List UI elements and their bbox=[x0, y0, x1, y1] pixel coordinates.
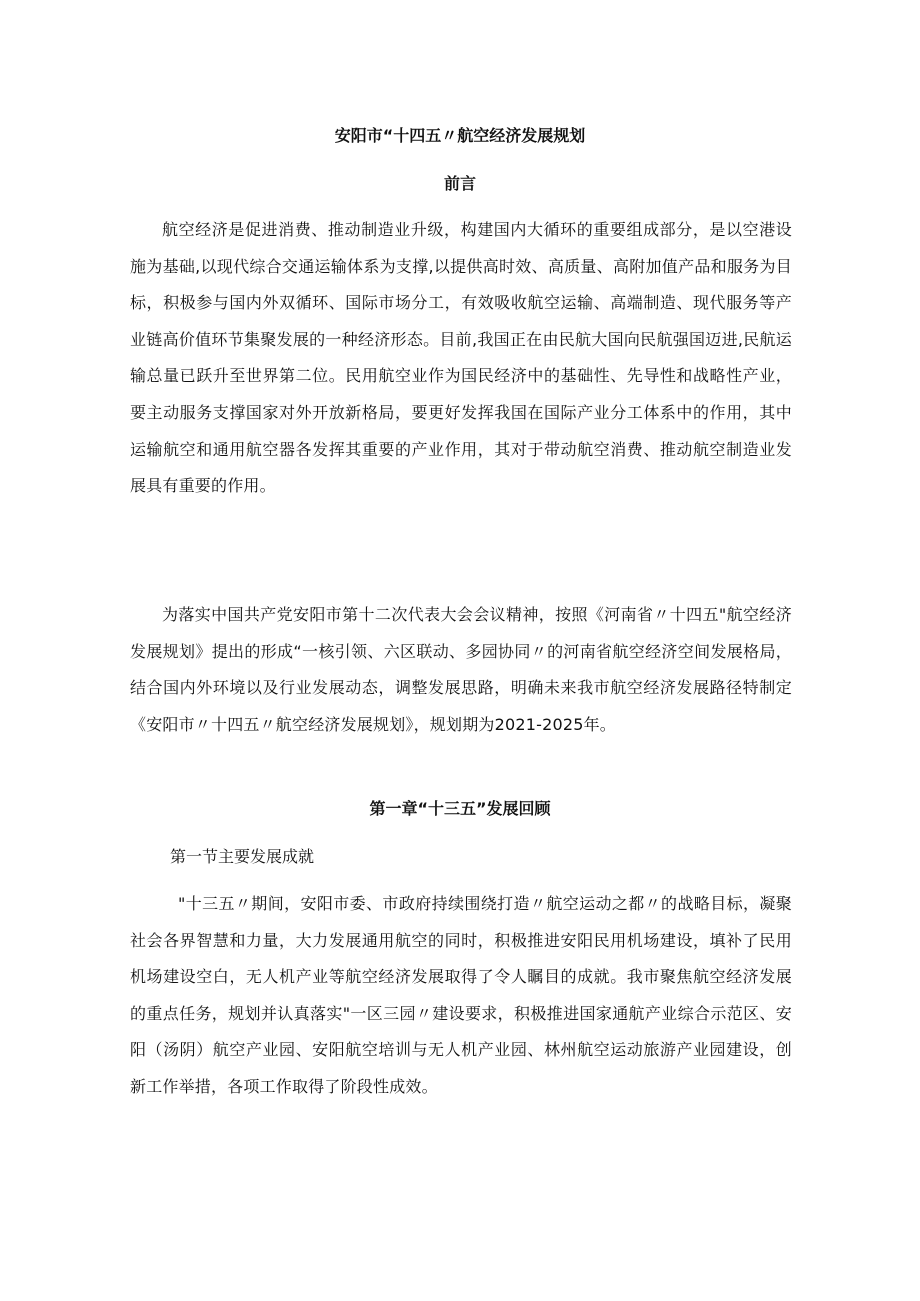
preface-heading: 前言 bbox=[443, 174, 476, 193]
section-1-paragraph-1: "十三五〃期间，安阳市委、市政府持续围绕打造〃航空运动之都〃的战略目标，凝聚社会各界智慧和力量，大力发展通用航空的同时，积极推进安阳民用机场建设，填补了民用机场建设空白，无人机产业等航空经济发展取得了令人瞩目的成就。我市聚焦航空经济发展的重点任务，规划并认真落实"一区三园〃建设要求，积极推进国家通航产业综合示范区、安阳（汤阴）航空产业园、安阳航空培训与无人机产业园、林州航空运动旅游产业园建设，创新工作举措，各项工作取得了阶段性成效。 bbox=[130, 894, 792, 1096]
section-1-label: 第一节主要发展成就 bbox=[170, 847, 315, 866]
document-title: 安阳市“十四五〃航空经济发展规划 bbox=[334, 126, 586, 145]
chapter-1-heading: 第一章“十三五”发展回顾 bbox=[369, 799, 551, 818]
preface-paragraph-2: 为落实中国共产党安阳市第十二次代表大会会议精神，按照《河南省〃十四五"航空经济发展规划》提出的形成“一核引领、六区联动、多园协同〃的河南省航空经济空间发展格局，结合国内外环境以及行业发展动态，调整发展思路，明确未来我市航空经济发展路径特制定《安阳市〃十四五〃航空经济发展规划》，规划期为2021-2025年。 bbox=[130, 605, 792, 734]
preface-paragraph-1: 航空经济是促进消费、推动制造业升级，构建国内大循环的重要组成部分，是以空港设施为基础,以现代综合交通运输体系为支撑,以提供高时效、高质量、高附加值产品和服务为目标，积极参与国内外双循环、国际市场分工，有效吸收航空运输、高端制造、现代服务等产业链高价值环节集聚发展的一种经济形态。目前,我国正在由民航大国向民航强国迈进,民航运输总量已跃升至世界第二位。民用航空业作为国民经济中的基础性、先导性和战略性产业，要主动服务支撑国家对外开放新格局，要更好发挥我国在国际产业分工体系中的作用，其中运输航空和通用航空器各发挥其重要的产业作用，其对于带动航空消费、推动航空制造业发展具有重要的作用。 bbox=[130, 220, 792, 496]
